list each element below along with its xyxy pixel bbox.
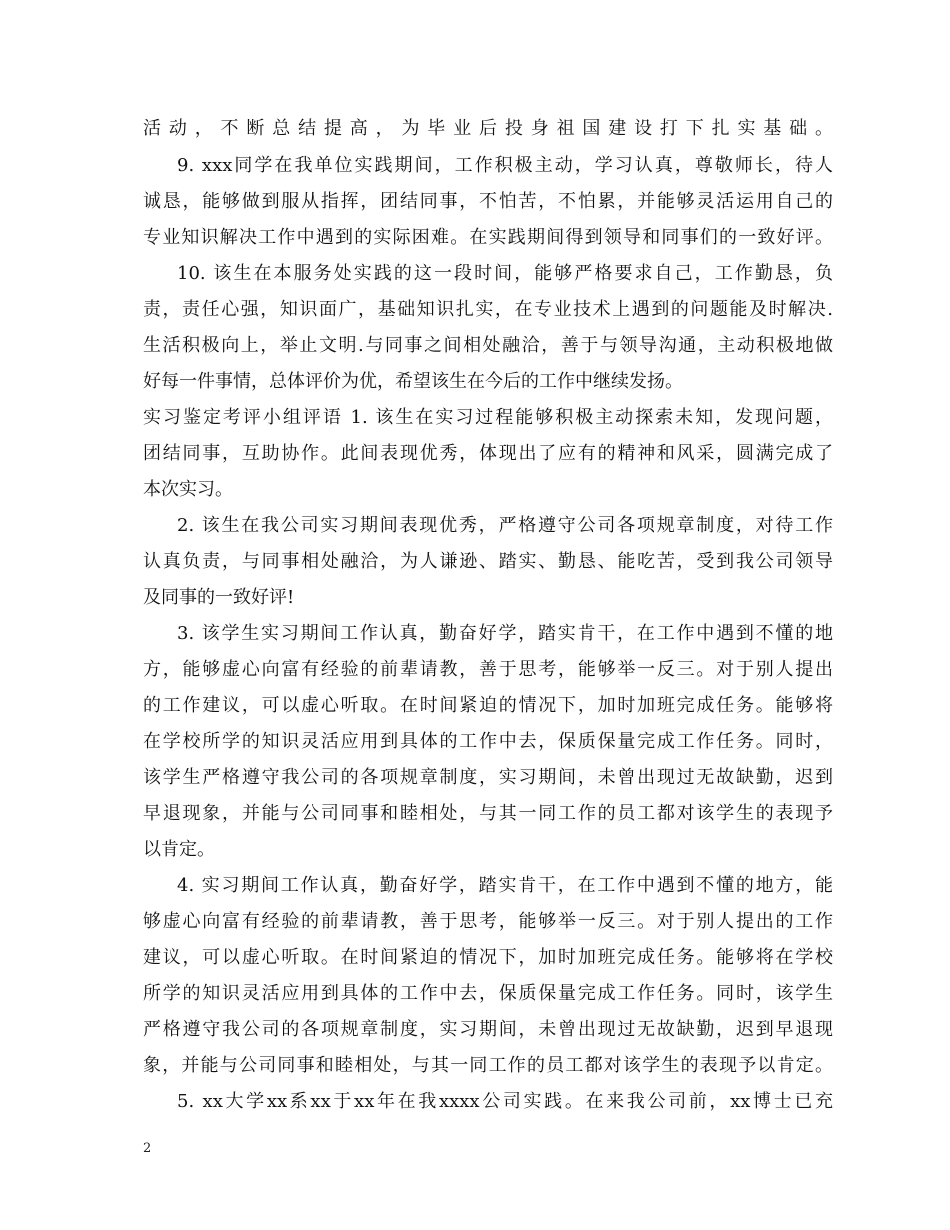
text-line: 本次实习。	[143, 479, 233, 500]
page-number: 2	[143, 1141, 152, 1156]
text-line: 早退现象，并能与公司同事和睦相处，与其一同工作的员工都对该学生的表现予	[143, 803, 833, 824]
text-line: 5. xx大学xx系xx于xx年在我xxxx公司实践。在来我公司前，xx博士已充	[177, 1091, 833, 1112]
text-line: 建议，可以虚心听取。在时间紧迫的情况下，加时加班完成任务。能够将在学校	[143, 947, 833, 968]
text-line: 及同事的一致好评!	[143, 587, 295, 608]
text-line: 所学的知识灵活应用到具体的工作中去，保质保量完成工作任务。同时，该学生	[143, 983, 833, 1004]
section-heading-line: 实习鉴定考评小组评语 1. 该生在实习过程能够积极主动探索未知，发现问题，	[143, 407, 833, 428]
text-line: 4. 实习期间工作认真，勤奋好学，踏实肯干，在工作中遇到不懂的地方，能	[177, 875, 833, 896]
text-line: 够虚心向富有经验的前辈请教，善于思考，能够举一反三。对于别人提出的工作	[143, 911, 833, 932]
text-line: 认真负责，与同事相处融洽，为人谦逊、踏实、勤恳、能吃苦，受到我公司领导	[143, 551, 833, 572]
text-line: 生活积极向上，举止文明.与同事之间相处融洽，善于与领导沟通，主动积极地做	[143, 335, 833, 356]
text-line: 诚恳，能够做到服从指挥，团结同事，不怕苦，不怕累，并能够灵活运用自己的	[143, 191, 833, 212]
text-line: 好每一件事情，总体评价为优，希望该生在今后的工作中继续发扬。	[143, 371, 683, 392]
text-line: 9. xxx同学在我单位实践期间，工作积极主动，学习认真，尊敬师长，待人	[177, 155, 833, 176]
text-line: 的工作建议，可以虚心听取。在时间紧迫的情况下，加时加班完成任务。能够将	[143, 695, 833, 716]
text-line: 10. 该生在本服务处实践的这一段时间，能够严格要求自己，工作勤恳，负	[177, 263, 833, 284]
text-line: 以肯定。	[143, 839, 215, 860]
text-line: 在学校所学的知识灵活应用到具体的工作中去，保质保量完成工作任务。同时，	[143, 731, 833, 752]
text-line: 象，并能与公司同事和睦相处，与其一同工作的员工都对该学生的表现予以肯定。	[143, 1055, 833, 1076]
text-line: 2. 该生在我公司实习期间表现优秀，严格遵守公司各项规章制度，对待工作	[177, 515, 833, 536]
text-line: 严格遵守我公司的各项规章制度，实习期间，未曾出现过无故缺勤，迟到早退现	[143, 1019, 833, 1040]
text-line: 专业知识解决工作中遇到的实际困难。在实践期间得到领导和同事们的一致好评。	[143, 227, 833, 248]
text-line: 活动，不断总结提高，为毕业后投身祖国建设打下扎实基础。	[143, 118, 833, 139]
text-line: 责，责任心强，知识面广，基础知识扎实，在专业技术上遇到的问题能及时解决.	[143, 299, 833, 320]
text-line: 该学生严格遵守我公司的各项规章制度，实习期间，未曾出现过无故缺勤，迟到	[143, 767, 833, 788]
text-line: 方，能够虚心向富有经验的前辈请教，善于思考，能够举一反三。对于别人提出	[143, 659, 833, 680]
text-line: 3. 该学生实习期间工作认真，勤奋好学，踏实肯干，在工作中遇到不懂的地	[177, 623, 833, 644]
text-line: 团结同事，互助协作。此间表现优秀，体现出了应有的精神和风采，圆满完成了	[143, 443, 833, 464]
